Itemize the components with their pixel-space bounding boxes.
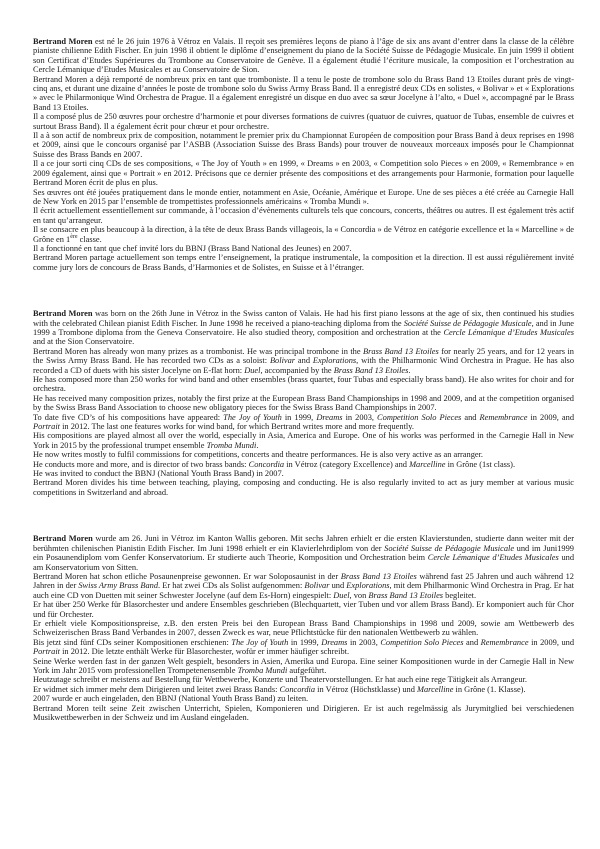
paragraph <box>33 572 574 600</box>
italic-text-run: Bolivar <box>304 581 330 591</box>
text-run: in 2012. Die letzte enthält Werke für Blasorchester, wofür er immer häufiger schreibt. <box>60 647 350 657</box>
italic-text-run: Brass Band 13 Etoiles <box>340 571 417 581</box>
paragraph <box>33 188 574 207</box>
text-run: for nearly 25 years, and for 12 years in the Swiss Army Brass Band. He has recorded two CDs as a soloist: <box>33 346 574 366</box>
text-run: begleitet. <box>443 590 477 600</box>
italic-text-run: Cercle Lémanique d’Etudes Musicales <box>427 553 559 563</box>
paragraph <box>33 450 574 459</box>
paragraph <box>33 309 574 347</box>
paragraph <box>33 131 574 159</box>
text-run: aufgeführt. <box>287 665 327 675</box>
text-run: Bertrand Moren has already won many prizes as a trombonist. He was principal trombone in the <box>33 346 364 356</box>
italic-text-run: Concordia <box>248 459 285 469</box>
text-run: He has composed more than 250 works for wind band and other ensembles (brass quartet, four Tubas and especially brass band). He also writes for choir and for orchestra. <box>33 375 574 394</box>
text-run: in 2009, und <box>528 637 575 647</box>
document-body <box>33 37 574 722</box>
italic-text-run: Duel <box>244 365 261 375</box>
paragraph <box>33 225 574 244</box>
text-run: in 2003, <box>347 637 381 647</box>
paragraph <box>33 619 574 638</box>
paragraph <box>33 253 574 272</box>
italic-text-run: Marcelline <box>409 459 446 469</box>
text-run: Il a fonctionné en tant que chef invité lors du BBNJ (Brass Band National des Jeunes) en 2007. <box>33 243 352 253</box>
text-run: Il a composé plus de 250 œuvres pour orchestre d’harmonie et pour diverses formations de cuivres (quatuor de cuivres, quatuor de Tubas, ensemble de cuivres et surtout Brass Band). Il a également écrit pour chœur et pour orchestre. <box>33 112 574 131</box>
paragraph <box>33 675 574 684</box>
paragraph <box>33 685 574 694</box>
italic-text-run: Marcelline <box>417 684 454 694</box>
text-run: He was invited to conduct the BBNJ (National Youth Brass Band) in 2007. <box>33 469 284 479</box>
italic-text-run: Swiss Army Brass Band <box>78 581 159 591</box>
text-run: Heutzutage schreibt er meistens auf Bestellung für Wettbewerbe, Konzerte und Theatervorstellungen. Er hat auch eine rege Tätigkeit als Arrangeur. <box>33 675 527 685</box>
bold-text-run: Bertrand Moren <box>33 309 93 319</box>
italic-text-run: Société Suisse de Pédagogie Musicale <box>384 543 515 553</box>
text-run: He now writes mostly to fulfil commissions for competitions, concerts and theatre performances. He is also very active as an arranger. <box>33 450 484 460</box>
italic-text-run: Société Suisse de Pédagogie Musicale <box>403 318 532 328</box>
text-run: in Grône (1. Klasse). <box>453 684 526 694</box>
section-french <box>33 37 574 272</box>
text-run: Il a à son actif de nombreux prix de composition, notamment le premier prix du Championnat Européen de composition pour Brass Band à deux reprises en 1998 et 2009, ainsi que le concours organisé par l’ASBB (Association Suisse des Brass Bands) pour trouver de nouveaux morceaux imposés pour le Championnat Suisse des Brass Bands en 2007. <box>33 131 574 159</box>
italic-text-run: Portrait <box>33 422 60 432</box>
text-run: He conducts more and more, and is director of two brass bands: <box>33 459 249 469</box>
text-run: and <box>463 637 481 647</box>
text-run: To date five CD’s of his compositions have appeared: <box>33 412 224 422</box>
italic-text-run: Brass Band 13 Etoiles <box>333 365 409 375</box>
text-run: in Grône (1st class). <box>445 459 516 469</box>
paragraph <box>33 469 574 478</box>
paragraph <box>33 657 574 676</box>
text-run: Il a ce jour sorti cinq CDs de ses compositions, « The Joy of Youth » en 1999, « Dreams » en 2003, « Competition solo Pieces » en 2009, « Remembrance » en 2009 également, ainsi que « Portrait » en 2012. Précisons que ce dernier présente des compositions et des arrangements pour Harmonie, formation pour laquelle Bertrand Moren écrit de plus en plus. <box>33 159 574 188</box>
italic-text-run: The Joy of Youth <box>223 412 282 422</box>
text-run: Er widmet sich immer mehr dem Dirigieren und leitet zwei Brass Bands: <box>33 684 280 694</box>
italic-text-run: Competition Solo Pieces <box>377 412 462 422</box>
text-run: , and in June 1999 a Trombone diploma from the Geneva Conservatoire. He also studied theory, composition and orchestration at the <box>33 318 574 337</box>
bold-text-run: Bertrand Moren <box>33 534 93 544</box>
text-run: in 1999, <box>281 412 317 422</box>
italic-text-run: Concordia <box>279 684 316 694</box>
text-run: Bis jetzt sind fünf CDs seiner Kompositionen erschienen: <box>33 637 232 647</box>
paragraph <box>33 431 574 450</box>
text-run: Seine Werke werden fast in der ganzen Welt gespielt, besonders in Asien, Amerika und Europa. Eine seiner Kompositionen wurde in der Carnegie Hall in New York im Jahr 2015 vom professionellen Trompetenensemble <box>33 656 574 675</box>
italic-text-run: Explorations <box>346 581 390 591</box>
section-german <box>33 534 574 722</box>
text-run: and <box>295 356 313 366</box>
text-run: Bertrand Moren teilt seine Zeit zwischen Unterricht, Spielen, Komponieren und Dirigieren. Er ist auch regelmässig als Jurymitglied bei verschiedenen Musikwettbewerben in der Schweiz und im Ausland eingeladen. <box>33 703 574 722</box>
text-run: . Er hat zwei CDs als Solist aufgenommen: <box>158 581 305 591</box>
text-run: , mit dem Philharmonic Wind Orchestra in Prag. Er hat auch eine CD von Duetten mit seiner Schwester Jocelyne (auf dem Es-Horn) eingespielt: <box>33 581 574 600</box>
text-run: wurde am 26. Juni in Vétroz im Kanton Wallis geboren. Mit sechs Jahren erhielt er die ersten Klavierstunden, studierte dann weiter mit der berühmten chilenischen Pianistin Edith Fischer. Im Juni 1998 erhielt er ein Klavierlehrdiplom von der <box>33 534 574 553</box>
text-run: His compositions are played almost all over the world, especially in Asia, America and Europe. One of his works was performed in the Carnegie Hall in New York in 2015 by the professional trumpet ensemble <box>33 431 574 450</box>
text-run: 2007 wurde er auch eingeladen, den BBNJ (National Youth Brass Band) zu leiten. <box>33 694 309 704</box>
text-run: Ses œuvres ont été jouées pratiquement dans le monde entier, notamment en Asie, Océanie, Amérique et Europe. Une de ses pièces a été créée au Carnegie Hall de New York en 2015 par l’ensemble de trompettistes professionnels américains « Tromba Mundi ». <box>33 187 574 206</box>
paragraph <box>33 638 574 657</box>
text-run: Er erhielt viele Kompositionspreise, z.B. den ersten Preis bei den European Brass Band Championships in 1998 und 2009, sowie am Wettbewerb des Schweizerischen Brass Band Verbandes in 2007, dessen Zweck es war, neue Pflichtstücke für den nationalen Wettbewerb zu wählen. <box>33 618 574 638</box>
text-run: während fast 25 Jahren und auch während 12 Jahren in der <box>33 571 574 591</box>
text-run: in 2009, and <box>527 412 575 422</box>
superscript-text-run: ère <box>70 233 78 240</box>
text-run: Il écrit actuellement essentiellement sur commande, à l’occasion d’évènements culturels tels que concours, concerts, théâtres ou autres. Il est également très actif en tant qu’arrangeur. <box>33 206 574 225</box>
text-run: und am Konservatorium von Sitten. <box>33 553 575 572</box>
text-run: Er hat über 250 Werke für Blasorchester und andere Ensembles geschrieben (Blechquartett, vier Tuben und vor allem Brass Band). Er komponiert auch für Chor und für Orchester. <box>33 600 574 619</box>
text-run: in 2012. The last one features works for wind band, for which Bertrand writes more and more frequently. <box>60 422 414 432</box>
italic-text-run: Bolivar <box>269 356 296 366</box>
text-run: . <box>256 440 259 450</box>
text-run: in Vétroz (Höchstklasse) und <box>315 684 418 694</box>
text-run: . <box>408 365 411 375</box>
text-run: und <box>329 581 347 591</box>
italic-text-run: Dreams <box>321 637 348 647</box>
paragraph <box>33 75 574 113</box>
paragraph <box>33 478 574 497</box>
paragraph <box>33 375 574 394</box>
text-run: and <box>461 412 480 422</box>
italic-text-run: Cercle Lémanique d’Etudes Musicales <box>443 327 574 337</box>
italic-text-run: Brass Band 13 Etoiles <box>363 346 439 356</box>
italic-text-run: The Joy of Youth <box>231 637 289 647</box>
italic-text-run: Duel <box>333 590 350 600</box>
text-run: and at the Sion Conservatoire. <box>33 337 135 347</box>
text-run: , accompanied by the <box>260 365 334 375</box>
paragraph <box>33 600 574 619</box>
text-run: in Vétroz (category Excellence) and <box>284 459 410 469</box>
italic-text-run: Brass Band 13 Etoiles <box>368 590 444 600</box>
italic-text-run: Tromba Mundi <box>206 440 257 450</box>
italic-text-run: Competition Solo Pieces <box>380 637 464 647</box>
paragraph <box>33 413 574 432</box>
paragraph <box>33 694 574 703</box>
paragraph <box>33 244 574 253</box>
text-run: Bertrand Moren hat schon etliche Posaunenpreise gewonnen. Er war Soloposaunist in der <box>33 571 341 581</box>
paragraph <box>33 206 574 225</box>
italic-text-run: Explorations <box>312 356 357 366</box>
text-run: est né le 26 juin 1976 à Vétroz en Valais. Il reçoit ses premières leçons de piano à l’âge de six ans avant d’entrer dans la classe de la célèbre pianiste chilienne Edith Fischer. En juin 1998 il obtient le diplôme d’enseignement du piano de la Société Suisse de Pédagogie Musicale. En juin 1999 il obtient son Certificat d’Etudes Supérieures du Trombone au Conservatoire de Genève. Il a également étudié l’écriture musicale, la composition et l’orchestration au Cercle Lémanique d’Etudes Musicales et au Conservatoire de Sion. <box>33 37 574 75</box>
paragraph <box>33 394 574 413</box>
text-run: in 1999, <box>288 637 322 647</box>
italic-text-run: Remembrance <box>480 637 529 647</box>
bold-text-run: Bertrand Moren <box>33 37 93 46</box>
paragraph <box>33 704 574 723</box>
paragraph <box>33 534 574 572</box>
text-run: Il se consacre en plus beaucoup à la direction, à la tête de deux Brass Bands villageois, la « Concordia » de Vétroz en catégorie excellence et la « Marcelline » de Grône en 1 <box>33 225 574 244</box>
text-run: in 2003, <box>342 412 378 422</box>
text-run: classe. <box>77 234 102 244</box>
italic-text-run: Dreams <box>316 412 343 422</box>
text-run: He has received many composition prizes, notably the first prize at the European Brass Band Championships in 1998 and 2009, and at the competition organised by the Swiss Brass Band Association to choose new obligatory pieces for the Swiss Brass Band Championships in 2007. <box>33 393 574 413</box>
text-run: , von <box>349 590 369 600</box>
text-run: Bertrand Moren divides his time between teaching, playing, composing and conducting. He is also regularly invited to act as jury member at various music competitions in Switzerland and abroad. <box>33 478 574 497</box>
text-run: , with the Philharmonic Wind Orchestra in Prague. He has also recorded a CD of duets with his sister Jocelyne on E-flat horn: <box>33 356 575 375</box>
paragraph <box>33 159 574 187</box>
paragraph <box>33 37 574 75</box>
italic-text-run: Remembrance <box>479 412 528 422</box>
text-run: Bertrand Moren partage actuellement son temps entre l’enseignement, la pratique instrumentale, la composition et la direction. Il est aussi régulièrement invité comme jury lors de concours de Brass Bands, d’Harmonies et de Solistes, en Suisse et à l’étranger. <box>33 253 574 272</box>
italic-text-run: Portrait <box>33 647 60 657</box>
text-run: was born on the 26th June in Vétroz in the Swiss canton of Valais. He had his first piano lessons at the age of six, then continued his studies with the celebrated Chilean pianist Edith Fischer. In June 1998 he received a piano-teaching diploma from the <box>33 309 574 328</box>
text-run: Bertrand Moren a déjà remporté de nombreux prix en tant que tromboniste. Il a tenu le poste de trombone solo du Brass Band 13 Etoiles durant près de vingt-cinq ans, et durant une dizaine d’années le poste de trombone solo du Swiss Army Brass Band. Il a enregistré deux CDs en solistes, « Bolivar » et « Explorations » avec le Philarmonique Wind Orchestra de Prague. Il a également enregistré un disque en duo avec sa sœur Jocelyne à l’alto, « Duel », accompagné par le Brass Band 13 Etoiles. <box>33 74 574 112</box>
section-english <box>33 309 574 497</box>
paragraph <box>33 112 574 131</box>
paragraph <box>33 347 574 375</box>
paragraph <box>33 460 574 469</box>
italic-text-run: Tromba Mundi <box>237 665 288 675</box>
text-run: und im Juni1999 ein Posaunendiplom vom Genfer Konservatorium. Er studierte auch Theorie, Komposition und Orchestration beim <box>33 543 574 563</box>
